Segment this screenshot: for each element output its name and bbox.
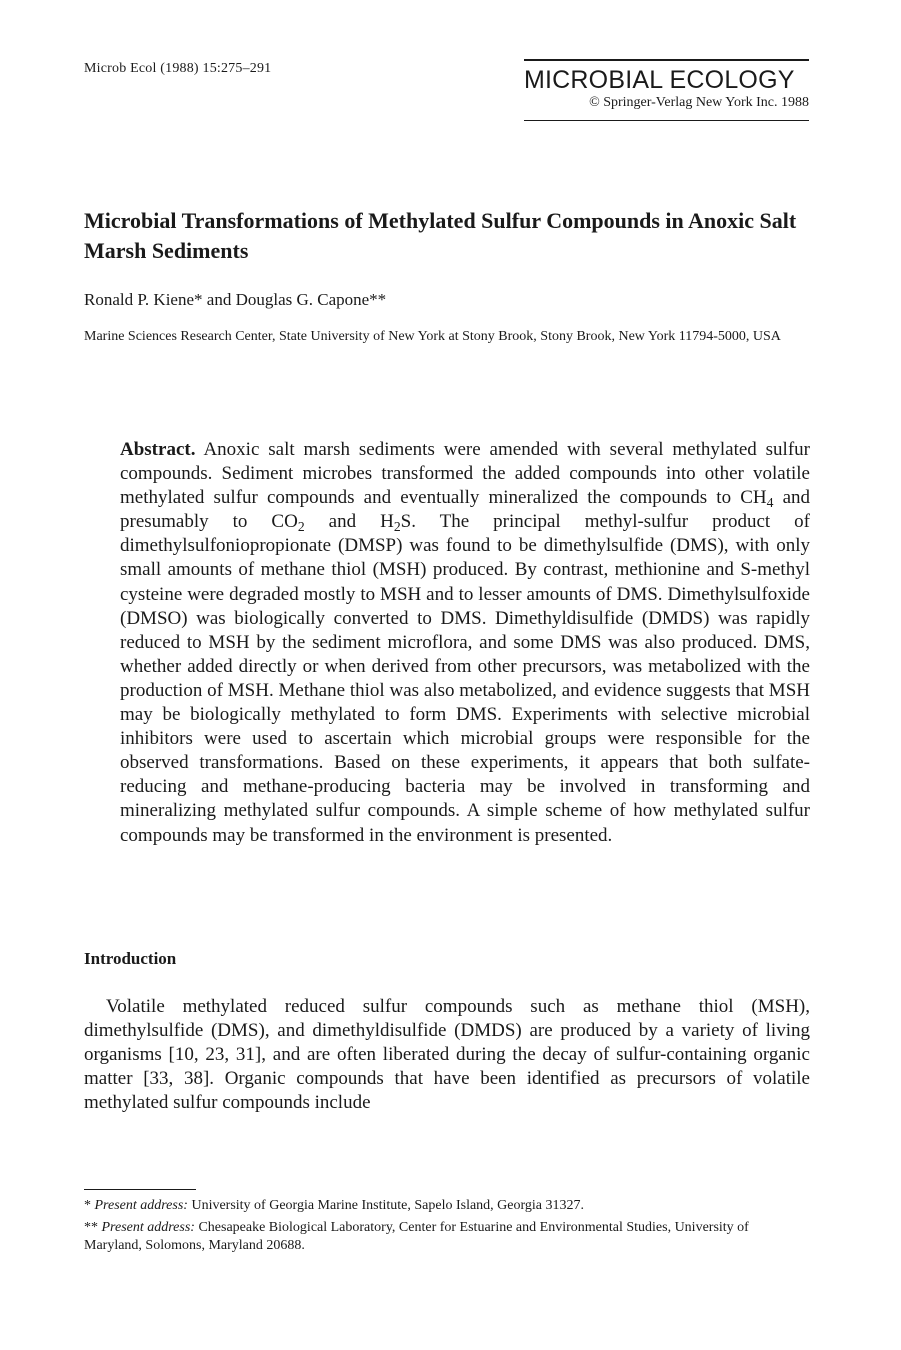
footnote-text: Chesapeake Biological Laboratory, Center for Estuarine and Environmental Studies, University of Maryland, Solomons, Maryland 20688. <box>84 1219 749 1253</box>
introduction-paragraph: Volatile methylated reduced sulfur compounds such as methane thiol (MSH), dimethylsulfide (DMS), and dimethyldisulfide (DMDS) are produced by a variety of living organisms [10, 23, 31], and are often liberated during the decay of sulfur-containing organic matter [33, 38]. Organic compounds that have been identified as precursors of volatile methylated sulfur compounds include <box>84 996 810 1114</box>
abstract <box>120 438 810 848</box>
citation: Microb Ecol (1988) 15:275–291 <box>84 61 272 76</box>
authors: Ronald P. Kiene* and Douglas G. Capone** <box>84 290 387 309</box>
abstract-text-part: and presumably to CO <box>120 487 810 533</box>
header-top-rule <box>524 59 809 61</box>
subscript: 4 <box>766 495 774 511</box>
abstract-label: Abstract. <box>120 439 196 460</box>
header-bottom-rule <box>524 120 809 122</box>
footnote <box>84 1197 810 1216</box>
section-heading-introduction: Introduction <box>84 949 177 968</box>
journal-name: MICROBIAL ECOLOGY <box>524 65 795 94</box>
affiliation: Marine Sciences Research Center, State University of New York at Stony Brook, Stony Brook, New York 11794-5000, USA <box>84 329 781 344</box>
copyright-notice: © Springer-Verlag New York Inc. 1988 <box>589 94 809 110</box>
footnote-label: Present address: <box>94 1198 188 1213</box>
footnote-mark: * <box>84 1198 95 1213</box>
subscript: 2 <box>297 519 305 535</box>
abstract-text-part: S. The principal methyl-sulfur product of dimethylsulfoniopropionate (DMSP) was found to be dimethylsulfide (DMS), with only small amounts of methane thiol (MSH) produced. By contrast, methionine and S-methyl cysteine were degraded mostly to MSH and to lesser amounts of DMS. Dimethylsulfoxide (DMSO) was biologically converted to DMS. Dimethyldisulfide (DMDS) was rapidly reduced to MSH by the sediment microflora, and some DMS was also produced. DMS, whether added directly or when derived from other precursors, was metabolized with the production of MSH. Methane thiol was also metabolized, and evidence suggests that MSH may be biologically methylated to form DMS. Experiments with selective microbial inhibitors were used to ascertain which microbial groups were responsible for the observed transformations. Based on these experiments, it appears that both sulfate-reducing and methane-producing bacteria may be involved in transforming and mineralizing methylated sulfur compounds. A simple scheme of how methylated sulfur compounds may be transformed in the environment is presented. <box>120 511 810 846</box>
abstract-text-part: and H <box>304 511 394 533</box>
article-title: Microbial Transformations of Methylated Sulfur Compounds in Anoxic Salt Marsh Sediments <box>84 208 797 263</box>
journal-header <box>524 59 809 121</box>
abstract-text-part: Anoxic salt marsh sediments were amended with several methylated sulfur compounds. Sediment microbes transformed the added compounds into other volatile methylated sulfur compounds and eventually mineralized the compounds to CH <box>120 439 810 509</box>
subscript: 2 <box>393 519 401 535</box>
footnote <box>84 1219 810 1256</box>
footnote-text: University of Georgia Marine Institute, Sapelo Island, Georgia 31327. <box>187 1198 585 1213</box>
footnote-rule <box>84 1189 196 1190</box>
footnotes <box>84 1197 810 1259</box>
footnote-mark: ** <box>84 1219 102 1235</box>
footnote-label: Present address: <box>101 1219 195 1235</box>
